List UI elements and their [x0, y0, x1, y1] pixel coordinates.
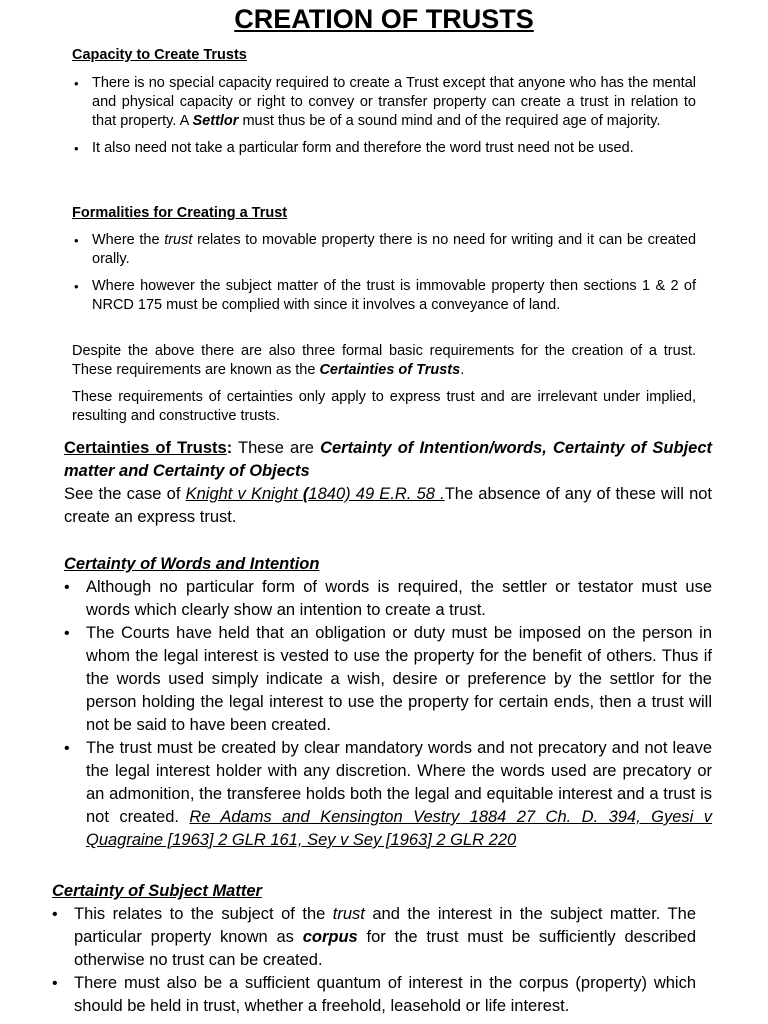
words-heading: Certainty of Words and Intention [64, 555, 320, 573]
capacity-heading: Capacity to Create Trusts [72, 47, 247, 63]
bullet-icon: • [74, 279, 79, 294]
subject-list [52, 903, 696, 1018]
bullet-icon: • [52, 975, 58, 992]
case-citation: Re Adams and Kensington Vestry 1884 27 Ch. D. 394, Gyesi v Quagraine [1963] 2 GLR 161, Sey v Sey [1963] 2 GLR 220 [86, 808, 712, 849]
bullet-icon: • [64, 625, 70, 642]
bullet-icon: • [74, 76, 79, 91]
page-title: CREATION OF TRUSTS [234, 4, 534, 34]
bullet-icon: • [74, 233, 79, 248]
formalities-heading: Formalities for Creating a Trust [72, 205, 288, 221]
subject-heading: Certainty of Subject Matter [52, 882, 262, 900]
bullet-icon: • [64, 740, 70, 757]
bullet-icon: • [64, 579, 70, 596]
case-citation: Knight v Knight [185, 485, 303, 503]
paragraph: Despite the above there are also three formal basic requirements for the creation of a trust. These requirements are known as the Certainties of Trusts. [72, 343, 696, 378]
list-item: • It also need not take a particular form and therefore the word trust need not be used. [74, 140, 634, 156]
list-item: • There is no special capacity required to create a Trust except that anyone who has the mental and physical capacity or right to convey or transfer property can create a trust in relation to that property. A Settlor must thus be of a sound mind and of the required age of majority. [74, 75, 696, 129]
list-item: • Where the trust relates to movable property there is no need for writing and it can be created orally. [74, 232, 697, 267]
words-list [64, 576, 712, 852]
list-item: • The trust must be created by clear mandatory words and not precatory and not leave the legal interest holder with any discretion. Where the words used are precatory or an admonition, the transferee holds both the legal and equitable interest and a trust is not created. Re Adams and Kensington Vestry 1884 27 Ch. D. 394, Gyesi v Quagraine [1963] 2 GLR 161, Sey v Sey [1963] 2 GLR 220 [64, 739, 712, 849]
certainties-paragraph: Certainties of Trusts: These are Certainty of Intention/words, Certainty of Subject matter and Certainty of Objects See the case of Knight v Knight (1840) 49 E.R. 58 .The absence of any of these will not create an express trust. [64, 439, 713, 526]
list-item: • Although no particular form of words is required, the settler or testator must use words which clearly show an intention to create a trust. [64, 578, 712, 619]
list-item: • This relates to the subject of the trust and the interest in the subject matter. The particular property known as corpus for the trust must be sufficiently described otherwise no trust can be created. [52, 905, 696, 969]
list-item: • The Courts have held that an obligation or duty must be imposed on the person in whom the legal interest is vested to use the property for the benefit of others. Thus if the words used simply indicate a wish, desire or preference by the settlor for the person holding the legal interest to use the property for certain ends, then a trust will not be said to have been created. [64, 624, 712, 734]
bullet-icon: • [52, 906, 58, 923]
certainties-heading: Certainties of Trusts [64, 439, 227, 457]
capacity-list [72, 74, 696, 166]
paragraph: These requirements of certainties only apply to express trust and are irrelevant under implied, resulting and constructive trusts. [72, 389, 696, 424]
list-item: • There must also be a sufficient quantum of interest in the corpus (property) which should be held in trust, whether a freehold, leasehold or life interest. [52, 974, 696, 1015]
list-item: • Where however the subject matter of the trust is immovable property then sections 1 & 2 of NRCD 175 must be complied with since it involves a conveyance of land. [74, 278, 696, 313]
formalities-list [72, 231, 696, 323]
bullet-icon: • [74, 141, 79, 156]
